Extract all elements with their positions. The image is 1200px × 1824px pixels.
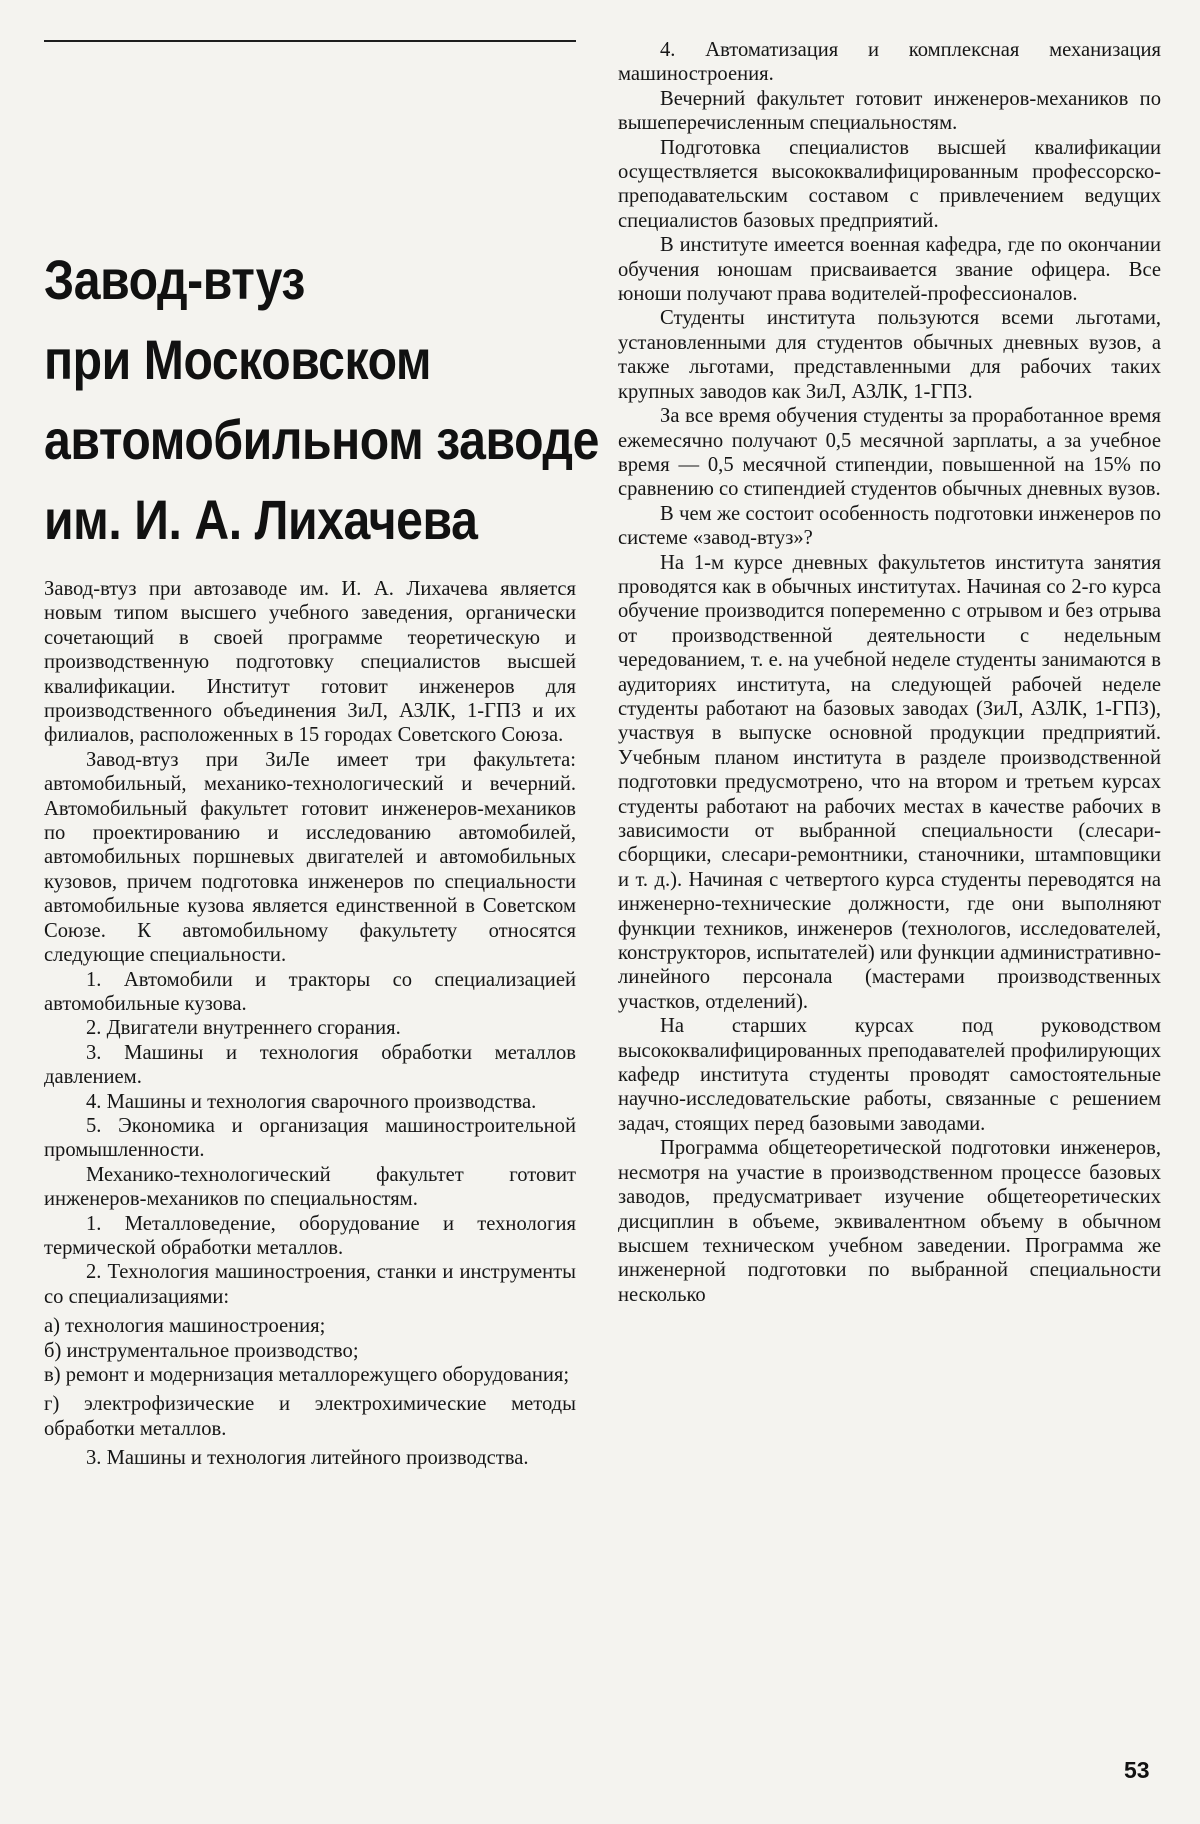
sub-list-item: г) электрофизические и электрохимические методы обработки металлов. (44, 1393, 576, 1440)
list-item: 1. Металловедение, оборудование и технология термической обработки металлов. (44, 1212, 576, 1259)
sub-list-item: б) инструментальное производство; (44, 1339, 359, 1362)
list-item: 3. Машины и технология обработки металлов давлением. (44, 1041, 576, 1089)
list-item: 2. Двигатели внутреннего сгорания. (86, 1017, 401, 1040)
body-paragraph: Завод-втуз при ЗиЛе имеет три факультета: автомобильный, механико-технологический и вечерний. Автомобильный факультет готовит инженеров-механиков по проектированию и исследованию автомобилей, автомобильных поршневых двигателей и автомобильных кузовов, причем подготовка инженеров по специальности автомобильные кузова является единственной в Советском Союзе. К автомобильному факультету относятся следующие специальности. (44, 748, 576, 967)
title-line: Завод-втуз (44, 248, 305, 311)
body-paragraph: В институте имеется военная кафедра, где по окончании обучения юношам присваивается звание офицера. Все юноши получают права водителей-профессионалов. (618, 234, 1161, 306)
sub-list-item: в) ремонт и модернизация металлорежущего оборудования; (44, 1364, 570, 1386)
right-column (618, 38, 1161, 1307)
title-line: им. И. А. Лихачева (44, 488, 478, 551)
list-item: 5. Экономика и организация машиностроительной промышленности. (44, 1114, 576, 1162)
sub-list-item: а) технология машиностроения; (44, 1315, 326, 1338)
body-paragraph: Подготовка специалистов высшей квалификации осуществляется высококвалифицированным профессорско-преподавательским составом с привлечением ведущих специалистов базовых предприятий. (618, 136, 1161, 232)
list-item: 2. Технология машиностроения, станки и инструменты со специализациями: (44, 1261, 576, 1308)
list-item: 4. Машины и технология сварочного производства. (86, 1090, 537, 1113)
intro-paragraph: Завод-втуз при автозаводе им. И. А. Лихачева является новым типом высшего учебного заведения, органически сочетающий в своей программе теоретическую и производственную подготовку специалистов высшей квалификации. Институт готовит инженеров для производственного объединения ЗиЛ, АЗЛК, 1-ГПЗ и их филиалов, расположенных в 15 городах Советского Союза. (44, 578, 576, 747)
list-item: 1. Автомобили и тракторы со специализацией автомобильные кузова. (44, 968, 576, 1015)
body-paragraph: На старших курсах под руководством высококвалифицированных преподавателей профилирующих кафедр института студенты проводят самостоятельные научно-исследовательские работы, связанные с решением задач, стоящих перед базовыми заводами. (618, 1015, 1161, 1135)
list-item: 3. Машины и технология литейного производства. (86, 1447, 529, 1470)
body-paragraph: Механико-технологический факультет готовит инженеров-механиков по специальностям. (44, 1163, 576, 1211)
list-item: 4. Автоматизация и комплексная механизация машиностроения. (618, 39, 1161, 86)
body-paragraph: Студенты института пользуются всеми льготами, установленными для студентов обычных дневных вузов, а также льготами, представленными для рабочих таких крупных заводов как ЗиЛ, АЗЛК, 1-ГПЗ. (618, 307, 1161, 403)
page-number: 53 (1124, 1757, 1150, 1783)
header-rule (44, 40, 576, 42)
body-paragraph: Программа общетеоретической подготовки инженеров, несмотря на участие в производственном процессе базовых заводов, предусматривает изучение общетеоретических дисциплин в объеме, эквивалентном объему в обычном высшем техническом учебном заведении. Программа же инженерной подготовки по выбранной специальности несколько (618, 1137, 1161, 1306)
title-line: при Московском (44, 328, 432, 391)
body-paragraph: На 1-м курсе дневных факультетов института занятия проводятся как в обычных институтах. Начиная со 2-го курса обучение производится попеременно с отрывом и без отрыва от производственной деятельности с недельным чередованием, т. е. на учебной неделе студенты занимаются в аудиториях института, на следующей рабочей неделе студенты работают на базовых заводах (ЗиЛ, АЗЛК, 1-ГПЗ), участвуя в выпуске основной продукции предприятий. Учебным планом института в разделе производственной подготовки предусмотрено, что на втором и третьем курсах студенты работают на рабочих местах в качестве рабочих в зависимости от выбранной специальности (слесари-сборщики, слесари-ремонтники, станочники, штамповщики и т. д.). Начиная с четвертого курса студенты переводятся на инженерно-технические должности, где они выполняют функции техников, инженеров (технологов, исследователей, конструкторов, испытателей) или функции административно-линейного персонала (мастерами производственных участков, отделений). (618, 551, 1161, 1013)
body-paragraph: В чем же состоит особенность подготовки инженеров по системе «завод-втуз»? (618, 502, 1161, 550)
body-paragraph: За все время обучения студенты за проработанное время ежемесячно получают 0,5 месячной зарплаты, а за учебное время — 0,5 месячной стипендии, повышенной на 15% по сравнению со стипендией студентов обычных дневных вузов. (618, 405, 1161, 501)
left-column (44, 577, 576, 1471)
article-title (44, 240, 599, 560)
body-paragraph: Вечерний факультет готовит инженеров-механиков по вышеперечисленным специальностям. (618, 87, 1161, 135)
title-line: автомобильном заводе (44, 408, 599, 471)
